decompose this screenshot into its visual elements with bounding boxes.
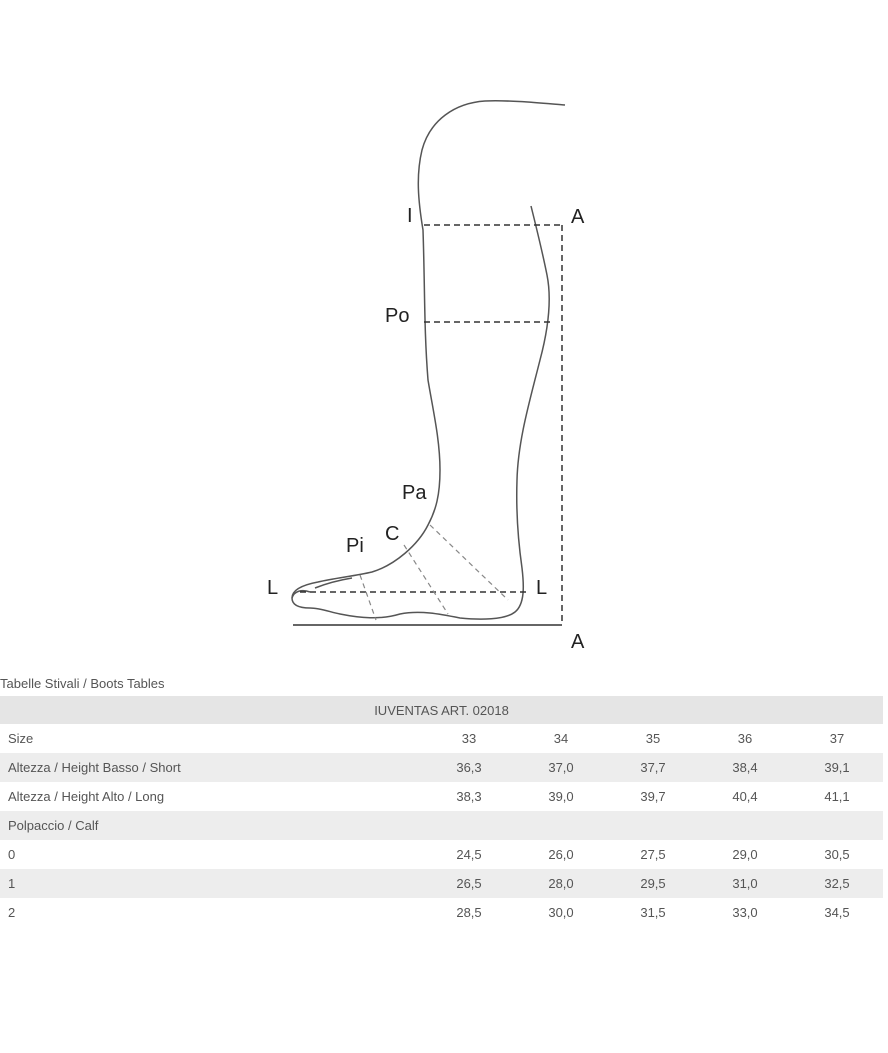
cell: 32,5 — [791, 869, 883, 898]
table-title-row — [0, 696, 883, 724]
cell: 33,0 — [732, 905, 758, 920]
calf-row-2 — [0, 898, 883, 927]
cell: 33 — [461, 731, 477, 746]
cell: 28,0 — [515, 869, 607, 898]
dashline-Pa — [430, 525, 508, 600]
cell: 31,0 — [699, 869, 791, 898]
row-label: Altezza / Height Basso / Short — [0, 753, 423, 782]
cell: 39,0 — [548, 789, 574, 804]
cell: 30,5 — [824, 847, 850, 862]
cell: 37 — [829, 731, 845, 746]
cell: 38,3 — [456, 789, 482, 804]
label-Pa: Pa — [402, 482, 427, 504]
height-short-row — [0, 753, 883, 782]
label-L-left: L — [267, 577, 279, 599]
label-Po: Po — [385, 305, 410, 327]
cell: 27,5 — [640, 847, 666, 862]
calf-header-row — [0, 811, 883, 840]
size-row — [0, 724, 883, 753]
calf-row-1 — [0, 869, 883, 898]
label-C: C — [385, 523, 400, 545]
dashline-Pi — [360, 575, 376, 620]
table-title: IUVENTAS ART. 02018 — [0, 696, 883, 724]
leg-back-contour — [292, 101, 565, 619]
cell: 37,7 — [607, 753, 699, 782]
cell: 31,5 — [640, 905, 666, 920]
row-label: Polpaccio / Calf — [0, 811, 883, 840]
cell: 30,0 — [548, 905, 574, 920]
cell: 34 — [553, 731, 569, 746]
cell: 36,3 — [423, 753, 515, 782]
cell: 36 — [737, 731, 753, 746]
row-label: Altezza / Height Alto / Long — [8, 789, 165, 804]
label-I: I — [407, 205, 413, 227]
dashline-C — [404, 545, 448, 614]
table-caption: Tabelle Stivali / Boots Tables — [0, 676, 165, 691]
height-long-row — [0, 782, 883, 811]
cell: 41,1 — [824, 789, 850, 804]
cell: 29,0 — [732, 847, 758, 862]
row-label: 0 — [8, 847, 16, 862]
cell: 24,5 — [456, 847, 482, 862]
label-A-bottom: A — [571, 631, 585, 653]
row-label: 1 — [0, 869, 423, 898]
size-table — [0, 696, 883, 927]
cell: 34,5 — [824, 905, 850, 920]
cell: 38,4 — [699, 753, 791, 782]
cell: 26,0 — [548, 847, 574, 862]
cell: 28,5 — [456, 905, 482, 920]
cell: 35 — [645, 731, 661, 746]
label-A-top: A — [571, 206, 585, 228]
cell: 26,5 — [423, 869, 515, 898]
row-label: 2 — [8, 905, 16, 920]
cell: 40,4 — [732, 789, 758, 804]
cell: 29,5 — [607, 869, 699, 898]
cell: 39,7 — [640, 789, 666, 804]
calf-row-0 — [0, 840, 883, 869]
cell: 37,0 — [515, 753, 607, 782]
label-L-right: L — [536, 577, 548, 599]
label-Pi: Pi — [346, 535, 364, 557]
row-label: Size — [8, 731, 34, 746]
cell: 39,1 — [791, 753, 883, 782]
